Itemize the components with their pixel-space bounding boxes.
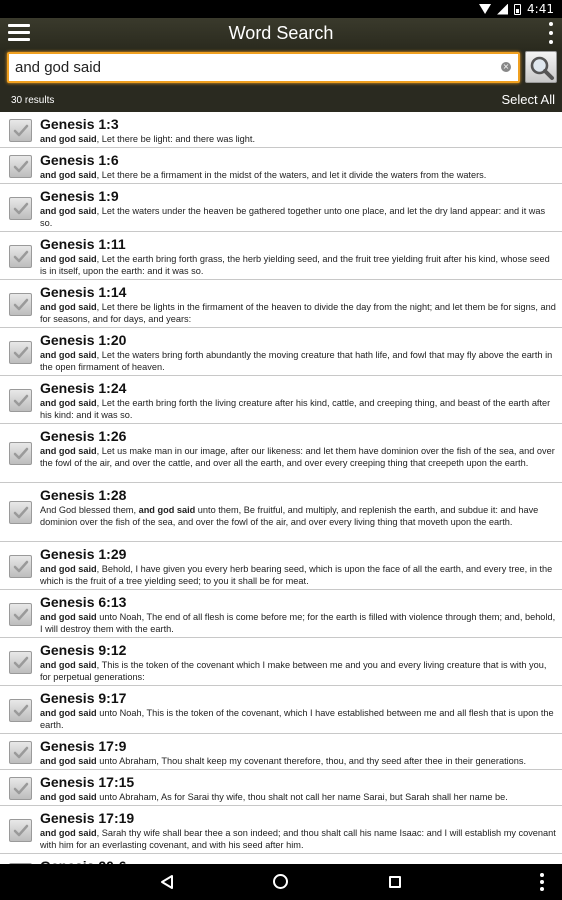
- results-list[interactable]: [0, 112, 562, 864]
- verse-reference: Genesis 1:14: [40, 284, 127, 300]
- verse-reference: Genesis 17:9: [40, 738, 127, 754]
- search-match-highlight: and god said: [40, 708, 97, 718]
- checkmark-icon: [12, 702, 30, 720]
- verse-checkbox[interactable]: [9, 119, 32, 142]
- verse-text-rest: , Let us make man in our image, after our likeness: and let them have dominion over the fish of the sea, and over the fowl of the air, and over the cattle, and over all the earth, and over every creeping thing that creepeth upon the earth.: [40, 446, 555, 468]
- verse-reference: Genesis 9:17: [40, 690, 127, 706]
- verse-text-rest: , Let the earth bring forth grass, the herb yielding seed, and the fruit tree yielding fruit after his kind, whose seed is in itself, upon the earth: and it was so.: [40, 254, 550, 276]
- list-item[interactable]: [0, 590, 562, 638]
- verse-reference: Genesis 1:20: [40, 332, 127, 348]
- checkmark-icon: [12, 344, 30, 362]
- verse-reference: Genesis 9:12: [40, 642, 127, 658]
- checkmark-icon: [12, 654, 30, 672]
- verse-reference: Genesis 1:26: [40, 428, 127, 444]
- search-match-highlight: and god said: [40, 206, 97, 216]
- verse-text-rest: , Sarah thy wife shall bear thee a son indeed; and thou shalt call his name Isaac: and I will establish my covenant with him for an everlasting covenant, and with his seed after him.: [40, 828, 556, 850]
- checkmark-icon: [12, 606, 30, 624]
- verse-checkbox[interactable]: [9, 777, 32, 800]
- verse-text: [40, 446, 556, 469]
- magnifier-icon: [529, 55, 555, 81]
- verse-reference: Genesis 1:9: [40, 188, 119, 204]
- verse-text: [40, 505, 556, 528]
- verse-text-rest: , Let the waters under the heaven be gathered together unto one place, and let the dry land appear: and it was so.: [40, 206, 546, 228]
- checkmark-icon: [12, 158, 30, 176]
- checkmark-icon: [12, 445, 30, 463]
- checkmark-icon: [12, 248, 30, 266]
- verse-text: [40, 206, 556, 229]
- checkmark-icon: [12, 122, 30, 140]
- verse-text-rest: unto Noah, The end of all flesh is come before me; for the earth is filled with violence through them; and, behold, I will destroy them with the earth.: [40, 612, 556, 634]
- checkmark-icon: [12, 822, 30, 840]
- verse-text: [40, 708, 556, 731]
- verse-text: [40, 564, 556, 587]
- results-count: 30 results: [11, 95, 55, 106]
- status-time: 4:41: [527, 2, 554, 16]
- verse-checkbox[interactable]: [9, 501, 32, 524]
- verse-reference: Genesis 1:29: [40, 546, 127, 562]
- verse-text: [40, 660, 556, 683]
- verse-reference: Genesis 1:11: [40, 236, 126, 252]
- verse-text-rest: unto Noah, This is the token of the covenant, which I have established between me and all flesh that is upon the earth.: [40, 708, 554, 730]
- list-item[interactable]: [0, 328, 562, 376]
- verse-reference: Genesis 17:15: [40, 774, 135, 790]
- list-item[interactable]: [0, 148, 562, 184]
- list-item[interactable]: [0, 638, 562, 686]
- search-match-highlight: and god said: [40, 756, 97, 766]
- recent-apps-icon[interactable]: [389, 876, 401, 888]
- back-icon[interactable]: [160, 875, 174, 889]
- checkmark-icon: [12, 504, 30, 522]
- search-match-highlight: and god said: [40, 302, 97, 312]
- list-item[interactable]: [0, 483, 562, 542]
- search-button[interactable]: [525, 51, 557, 83]
- battery-icon: [514, 4, 521, 15]
- search-match-highlight: and god said: [40, 660, 97, 670]
- verse-checkbox[interactable]: [9, 341, 32, 364]
- list-item[interactable]: [0, 232, 562, 280]
- search-field[interactable]: [7, 52, 520, 83]
- search-match-highlight: and god said: [40, 398, 97, 408]
- home-icon[interactable]: [273, 874, 288, 889]
- list-item[interactable]: [0, 686, 562, 734]
- verse-text: [40, 828, 556, 851]
- verse-checkbox[interactable]: [9, 555, 32, 578]
- verse-checkbox[interactable]: [9, 245, 32, 268]
- verse-checkbox[interactable]: [9, 603, 32, 626]
- verse-checkbox[interactable]: [9, 389, 32, 412]
- verse-text-rest: unto them, Be fruitful, and multiply, and replenish the earth, and subdue it: and have dominion over the fish of the sea, and over the fowl of the air, and over every living thing that moveth upon the earth.: [40, 505, 539, 527]
- verse-reference: Genesis 17:19: [40, 810, 135, 826]
- verse-checkbox[interactable]: [9, 699, 32, 722]
- list-item[interactable]: [0, 734, 562, 770]
- page-title: Word Search: [228, 23, 334, 43]
- verse-text: [40, 254, 556, 277]
- verse-checkbox[interactable]: [9, 819, 32, 842]
- search-match-highlight: and god said: [40, 612, 97, 622]
- list-item[interactable]: [0, 376, 562, 424]
- checkmark-icon: [12, 780, 30, 798]
- verse-text-rest: , Let there be light: and there was light.: [96, 134, 255, 144]
- clear-icon[interactable]: ×: [502, 62, 510, 71]
- checkmark-icon: [12, 296, 30, 314]
- verse-reference: Genesis 1:28: [40, 487, 127, 503]
- checkmark-icon: [12, 744, 30, 762]
- verse-checkbox[interactable]: [9, 293, 32, 316]
- search-match-highlight: and god said: [40, 564, 97, 574]
- verse-reference: Genesis 6:13: [40, 594, 127, 610]
- verse-reference: Genesis 1:6: [40, 152, 119, 168]
- signal-icon: [497, 4, 508, 15]
- verse-checkbox[interactable]: [9, 197, 32, 220]
- verse-reference: Genesis 1:24: [40, 380, 127, 396]
- wifi-icon: [479, 4, 491, 14]
- search-match-highlight: and god said: [40, 350, 97, 360]
- list-item[interactable]: [0, 280, 562, 328]
- checkmark-icon: [12, 200, 30, 218]
- verse-text: [40, 350, 556, 373]
- list-item[interactable]: [0, 542, 562, 590]
- list-item[interactable]: [0, 806, 562, 854]
- search-match-highlight: and god said: [138, 505, 196, 515]
- list-item[interactable]: [0, 112, 562, 148]
- search-match-highlight: and god said: [40, 792, 97, 802]
- verse-text-rest: , Let the earth bring forth the living creature after his kind, cattle, and creeping thing, and beast of the earth after his kind: and it was so.: [40, 398, 551, 420]
- verse-text-rest: unto Abraham, Thou shalt keep my covenant therefore, thou, and thy seed after thee in their generations.: [96, 756, 527, 766]
- verse-text: [40, 134, 556, 146]
- verse-text-rest: , Let the waters bring forth abundantly the moving creature that hath life, and fowl that may fly above the earth in the open firmament of heaven.: [40, 350, 553, 372]
- verse-text: [40, 792, 556, 804]
- search-match-highlight: and god said: [40, 170, 97, 180]
- overflow-menu-icon[interactable]: [548, 22, 554, 44]
- list-item[interactable]: [0, 770, 562, 806]
- verse-text: [40, 170, 556, 182]
- verse-checkbox[interactable]: [9, 155, 32, 178]
- verse-checkbox[interactable]: [9, 442, 32, 465]
- search-panel: [0, 50, 562, 112]
- verse-text: [40, 302, 556, 325]
- verse-reference: Genesis 1:3: [40, 116, 119, 132]
- checkmark-icon: [12, 558, 30, 576]
- select-all-button[interactable]: Select All: [501, 92, 555, 107]
- verse-text: [40, 398, 556, 421]
- status-icons: [479, 2, 554, 16]
- list-item[interactable]: [0, 424, 562, 483]
- list-item[interactable]: [0, 184, 562, 232]
- verse-checkbox[interactable]: [9, 741, 32, 764]
- search-match-highlight: and god said: [40, 134, 97, 144]
- overflow-menu-icon[interactable]: [539, 873, 545, 891]
- verse-checkbox[interactable]: [9, 651, 32, 674]
- verse-text-rest: , Let there be a firmament in the midst of the waters, and let it divide the waters from the waters.: [96, 170, 487, 180]
- status-bar: [0, 0, 562, 18]
- search-match-highlight: and god said: [40, 828, 97, 838]
- verse-text-rest: unto Abraham, As for Sarai thy wife, thou shalt not call her name Sarai, but Sarah shall her name be.: [96, 792, 508, 802]
- verse-text-rest: , This is the token of the covenant which I make between me and you and every living creature that is with you, for perpetual generations:: [40, 660, 547, 682]
- action-bar: [0, 18, 562, 50]
- verse-text-rest: , Let there be lights in the firmament of the heaven to divide the day from the night; and let them be for signs, and for seasons, and for days, and years:: [40, 302, 556, 324]
- verse-text: [40, 612, 556, 635]
- search-input[interactable]: [15, 59, 485, 76]
- search-match-highlight: and god said: [40, 446, 97, 456]
- search-match-highlight: and god said: [40, 254, 97, 264]
- verse-text-rest: , Behold, I have given you every herb bearing seed, which is upon the face of all the earth, and every tree, in the which is the fruit of a tree yielding seed; to you it shall be for meat.: [40, 564, 553, 586]
- verse-text-lead: And God blessed them,: [40, 505, 139, 515]
- verse-text: [40, 756, 556, 768]
- checkmark-icon: [12, 392, 30, 410]
- system-nav-bar: [0, 864, 562, 900]
